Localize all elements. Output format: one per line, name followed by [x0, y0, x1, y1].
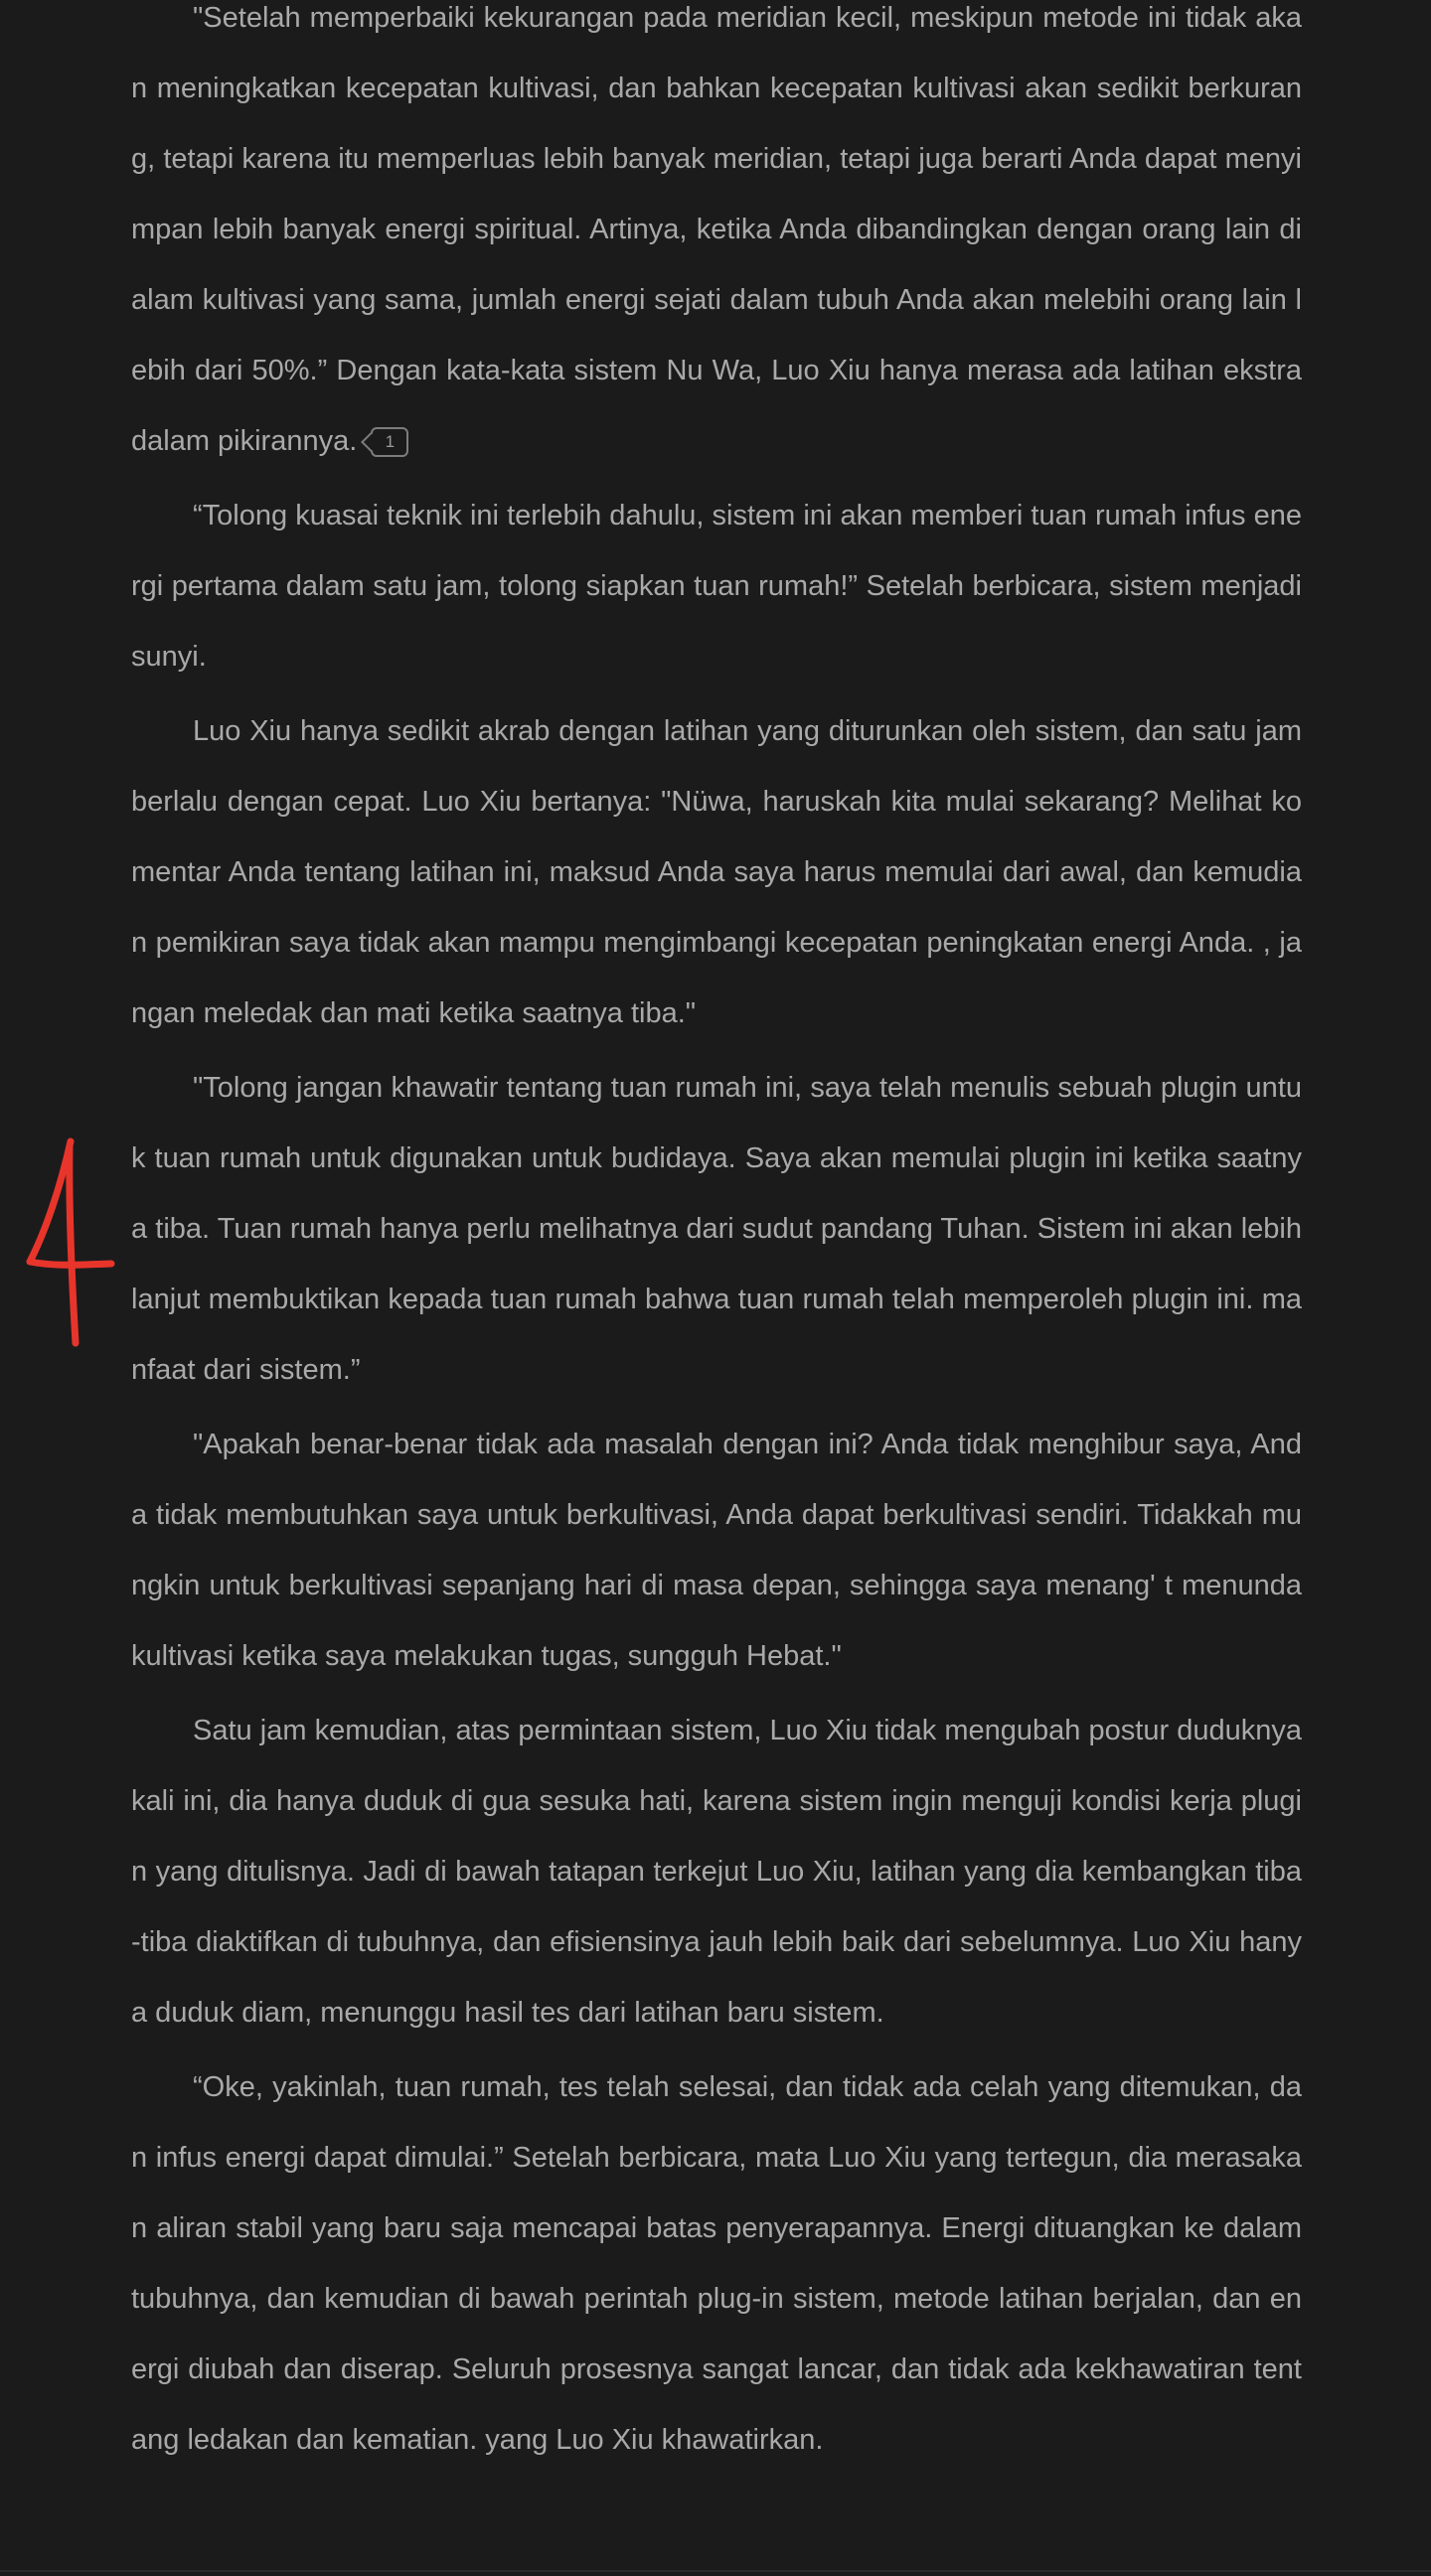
paragraph-7: “Oke, yakinlah, tuan rumah, tes telah selesai, dan tidak ada celah yang ditemukan, dan infus energi dapat dimulai.” Setelah berbicara, mata Luo Xiu yang tertegun, dia merasakan aliran stabil yang baru saja mencapai batas penyerapannya. Energi dituangkan ke dalam tubuhnya, dan kemudian di bawah perintah plug-in sistem, metode latihan berjalan, dan energi diubah dan diserap. Seluruh prosesnya sangat lancar, dan tidak ada kekhawatiran tentang ledakan dan kematian. yang Luo Xiu khawatirkan.: [131, 2071, 1302, 2456]
page-bottom-divider: [0, 2570, 1431, 2572]
paragraph-1-text: "Setelah memperbaiki kekurangan pada meridian kecil, meskipun metode ini tidak akan meningkatkan kecepatan kultivasi, dan bahkan kecepatan kultivasi akan sedikit berkurang, tetapi karena itu memperluas lebih banyak meridian, tetapi juga berarti Anda dapat menyimpan lebih banyak energi spiritual. Artinya, ketika Anda dibandingkan dengan orang lain di alam kultivasi yang sama, jumlah energi sejati dalam tubuh Anda akan melebihi orang lain lebih dari 50%.” Dengan kata-kata sistem Nu Wa, Luo Xiu hanya merasa ada latihan ekstra dalam pikirannya.: [131, 2, 1302, 457]
comment-count: 1: [385, 432, 396, 451]
paragraph-4: "Tolong jangan khawatir tentang tuan rumah ini, saya telah menulis sebuah plugin untuk tuan rumah untuk digunakan untuk budidaya. Saya akan memulai plugin ini ketika saatnya tiba. Tuan rumah hanya perlu melihatnya dari sudut pandang Tuhan. Sistem ini akan lebih lanjut membuktikan kepada tuan rumah bahwa tuan rumah telah memperoleh plugin ini. manfaat dari sistem.”: [131, 1072, 1302, 1386]
paragraph-1: [131, 0, 1302, 477]
comment-count-badge[interactable]: [371, 427, 408, 457]
page-number-annotation: [22, 1133, 141, 1351]
paragraph-5: "Apakah benar-benar tidak ada masalah dengan ini? Anda tidak menghibur saya, Anda tidak membutuhkan saya untuk berkultivasi, Anda dapat berkultivasi sendiri. Tidakkah mungkin untuk berkultivasi sepanjang hari di masa depan, sehingga saya menang' t menunda kultivasi ketika saya melakukan tugas, sungguh Hebat.": [131, 1429, 1302, 1672]
reader-content: [131, 0, 1302, 2476]
paragraph-6: Satu jam kemudian, atas permintaan sistem, Luo Xiu tidak mengubah postur duduknya kali ini, dia hanya duduk di gua sesuka hati, karena sistem ingin menguji kondisi kerja plugin yang ditulisnya. Jadi di bawah tatapan terkejut Luo Xiu, latihan yang dia kembangkan tiba-tiba diaktifkan di tubuhnya, dan efisiensinya jauh lebih baik dari sebelumnya. Luo Xiu hanya duduk diam, menunggu hasil tes dari latihan baru sistem.: [131, 1715, 1302, 2029]
paragraph-3: Luo Xiu hanya sedikit akrab dengan latihan yang diturunkan oleh sistem, dan satu jam berlalu dengan cepat. Luo Xiu bertanya: "Nüwa, haruskah kita mulai sekarang? Melihat komentar Anda tentang latihan ini, maksud Anda saya harus memulai dari awal, dan kemudian pemikiran saya tidak akan mampu mengimbangi kecepatan peningkatan energi Anda. , jangan meledak dan mati ketika saatnya tiba.": [131, 715, 1302, 1029]
paragraph-2: “Tolong kuasai teknik ini terlebih dahulu, sistem ini akan memberi tuan rumah infus energi pertama dalam satu jam, tolong siapkan tuan rumah!” Setelah berbicara, sistem menjadi sunyi.: [131, 500, 1302, 673]
page-number-stroke: [70, 1146, 76, 1343]
